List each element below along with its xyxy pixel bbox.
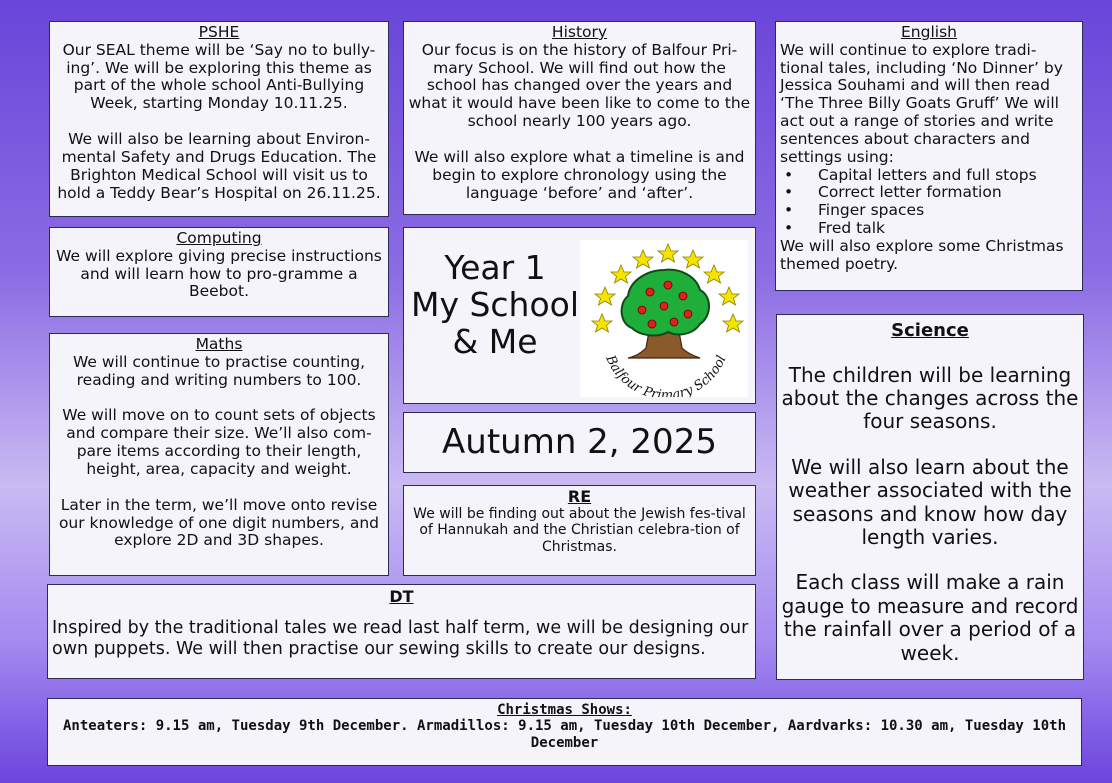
dt-paragraph: Inspired by the traditional tales we read last half term, we will be designing our own puppets. We will then practise our sewing skills to create our designs.	[52, 618, 749, 660]
title-line-2: My School	[410, 284, 580, 324]
term-label: Autumn 2, 2025	[442, 422, 717, 462]
star-icon	[658, 244, 678, 262]
maths-panel	[49, 333, 389, 576]
dt-title: DT	[389, 587, 414, 606]
english-title: English	[901, 23, 957, 41]
title-panel	[403, 227, 756, 404]
star-icon	[595, 287, 615, 305]
science-paragraph-1: The children will be learning about the changes across the four seasons.	[781, 362, 1079, 434]
star-icon	[723, 314, 743, 332]
english-panel	[775, 21, 1083, 291]
pshe-paragraph-2: We will also be learning about Environ-mental Safety and Drugs Education. The Brighton Medical School will visit us to hold a Teddy Bear’s Hospital on 26.11.25.	[57, 130, 381, 202]
apple-icon	[660, 302, 668, 310]
star-icon	[611, 265, 631, 283]
english-bullet: • Finger spaces	[818, 202, 1078, 220]
history-panel	[403, 21, 756, 215]
re-title: RE	[567, 487, 592, 506]
page-title	[410, 250, 580, 361]
star-icon	[704, 265, 724, 283]
star-icon	[592, 314, 612, 332]
re-paragraph: We will be finding out about the Jewish fes-tival of Hannukah and the Christian celebra-tion of Christmas.	[413, 506, 746, 555]
english-bullet-list	[780, 167, 1078, 238]
christmas-shows-title: Christmas Shows:	[497, 702, 632, 718]
apple-icon	[679, 292, 687, 300]
pshe-panel	[49, 21, 389, 217]
apple-icon	[648, 320, 656, 328]
english-intro: We will continue to explore tradi-tional tales, including ‘No Dinner’ by Jessica Souhami and will then read ‘The Three Billy Goats Gruff’ We will act out a range of stories and write sentences about characters and settings using:	[780, 40, 1063, 166]
apple-icon	[638, 306, 646, 314]
term-panel	[403, 412, 756, 473]
star-icon	[719, 287, 739, 305]
christmas-shows-text: Anteaters: 9.15 am, Tuesday 9th December. Armadillos: 9.15 am, Tuesday 10th December, Aardvarks: 10.30 am, Tuesday 10th December	[62, 718, 1067, 751]
english-bullet: • Capital letters and full stops	[818, 167, 1078, 185]
star-icon	[683, 250, 703, 268]
apple-icon	[646, 288, 654, 296]
history-title: History	[551, 23, 608, 41]
maths-paragraph-1: We will continue to practise counting, reading and writing numbers to 100.	[73, 352, 365, 389]
maths-title: Maths	[195, 335, 243, 353]
logo-arc-text: Balfour Primary School	[602, 353, 730, 397]
apple-icon	[664, 281, 672, 289]
science-paragraph-2: We will also learn about the weather associated with the seasons and know how day length varies.	[788, 454, 1072, 550]
maths-paragraph-2: We will move on to count sets of objects and compare their size. We’ll also com-pare items according to their length, height, area, capacity and weight.	[62, 406, 376, 478]
title-line-1: Year 1	[444, 248, 546, 287]
dt-panel	[47, 584, 756, 679]
title-line-3: & Me	[452, 321, 538, 361]
computing-paragraph: We will explore giving precise instructions and will learn how to pro-gramme a Beebot.	[56, 246, 382, 301]
history-paragraph-1: Our focus is on the history of Balfour Pri-mary School. We will find out how the school has changed over the years and what it would have been like to come to the school nearly 100 years ago.	[408, 40, 751, 131]
english-outro: We will also explore some Christmas themed poetry.	[780, 236, 1064, 273]
school-logo	[580, 240, 748, 397]
science-panel	[776, 314, 1084, 680]
christmas-shows-panel	[47, 698, 1082, 766]
star-icon	[633, 250, 653, 268]
english-bullet: • Correct letter formation	[818, 184, 1078, 202]
pshe-paragraph-1: Our SEAL theme will be ‘Say no to bully-ing’. We will be exploring this theme as part of the whole school Anti-Bullying Week, starting Monday 10.11.25.	[62, 40, 376, 113]
computing-title: Computing	[176, 229, 262, 247]
english-bullet: • Fred talk	[818, 220, 1078, 238]
pshe-title: PSHE	[198, 23, 240, 41]
apple-icon	[670, 318, 678, 326]
history-paragraph-2: We will also explore what a timeline is and begin to explore chronology using the language ‘before’ and ‘after’.	[414, 147, 745, 202]
computing-panel	[49, 227, 389, 317]
science-title: Science	[891, 320, 969, 341]
maths-paragraph-3: Later in the term, we’ll move onto revise our knowledge of one digit numbers, and explore 2D and 3D shapes.	[58, 495, 380, 550]
re-panel	[403, 485, 756, 576]
science-paragraph-3: Each class will make a rain gauge to measure and record the rainfall over a period of a week.	[781, 570, 1079, 665]
apple-icon	[684, 310, 692, 318]
school-logo-graphic	[580, 240, 748, 397]
